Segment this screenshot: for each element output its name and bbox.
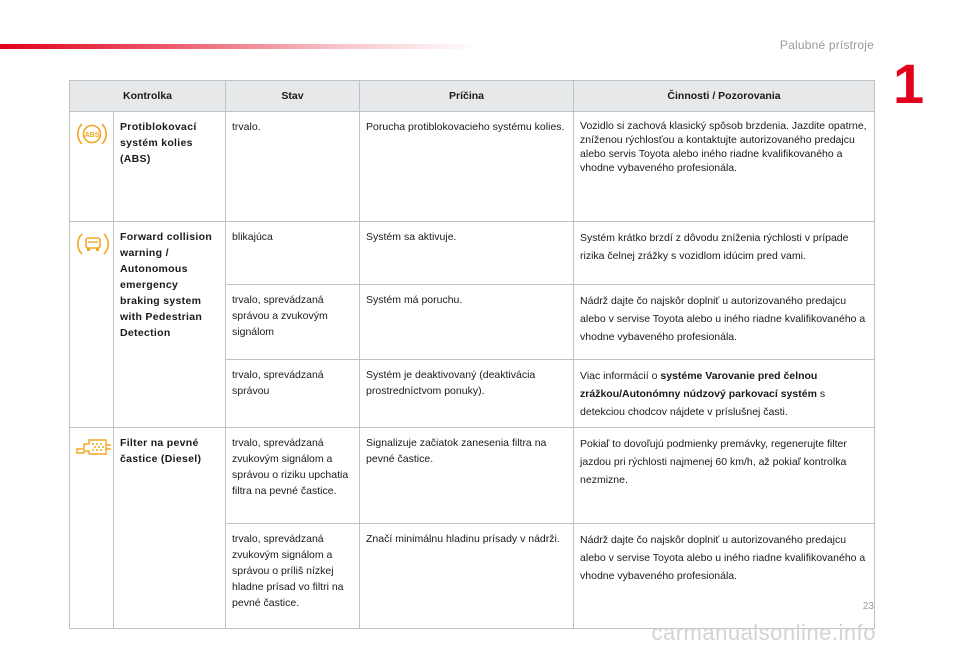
header-accent-bar <box>0 44 480 49</box>
cinnosti-cell: Viac informácií o systéme Varovanie pred čelnou zrážkou/Autonómny núdzový parkovací systém s detekciou chodcov nájdete v príslušnej časti. <box>574 360 875 428</box>
forward-collision-icon <box>76 229 110 264</box>
name-cell: Filter na pevné častice (Diesel) <box>114 428 226 629</box>
icon-cell <box>70 428 114 629</box>
warning-lights-table <box>69 80 875 629</box>
cinnosti-cell: Nádrž dajte čo najskôr doplniť u autorizovaného predajcu alebo v servise Toyota alebo u iného riadne kvalifikovaného a vhodne vybaveného profesionála. <box>574 285 875 360</box>
table-header-row <box>70 81 875 112</box>
name-cell: Forward collision warning / Autonomous emergency braking system with Pedestrian Detection <box>114 222 226 428</box>
stav-cell: trvalo, sprevádzaná správou <box>226 360 360 428</box>
pricina-cell: Signalizuje začiatok zanesenia filtra na pevné častice. <box>360 428 574 524</box>
name-cell: Protiblokovací systém kolies (ABS) <box>114 112 226 222</box>
icon-cell <box>70 222 114 428</box>
cinnosti-cell: Systém krátko brzdí z dôvodu zníženia rýchlosti v prípade rizika čelnej zrážky s vozidlom idúcim pred vami. <box>574 222 875 285</box>
pricina-cell: Systém je deaktivovaný (deaktivácia prostredníctvom ponuky). <box>360 360 574 428</box>
particle-filter-icon <box>76 435 112 464</box>
chapter-number: 1 <box>893 52 925 115</box>
header-stav: Stav <box>226 81 360 112</box>
header-pricina: Príčina <box>360 81 574 112</box>
header-cinnosti: Činnosti / Pozorovania <box>574 81 875 112</box>
watermark: carmanualsonline.info <box>651 620 876 645</box>
svg-text:ABS: ABS <box>84 132 100 139</box>
pricina-cell: Systém sa aktivuje. <box>360 222 574 285</box>
pricina-cell: Systém má poruchu. <box>360 285 574 360</box>
cinnosti-cell: Vozidlo si zachová klasický spôsob brzdenia. Jazdite opatrne, zníženou rýchlosťou a kontaktujte autorizovaného predajcu alebo servis Toyota alebo iného riadne kvalifikovaného a vhodne vybaveného profesionála. <box>574 112 875 222</box>
section-title: Palubné prístroje <box>779 38 874 52</box>
abs-warning-icon <box>76 119 108 154</box>
stav-cell: trvalo, sprevádzaná zvukovým signálom a správou o príliš nízkej hladne prísad vo filtri na pevné častice. <box>226 524 360 629</box>
stav-cell: trvalo. <box>226 112 360 222</box>
cinnosti-cell: Pokiaľ to dovoľujú podmienky premávky, regenerujte filter jazdou pri rýchlosti najmenej 60 km/h, až pokiaľ kontrolka nezmizne. <box>574 428 875 524</box>
stav-cell: trvalo, sprevádzaná správou a zvukovým signálom <box>226 285 360 360</box>
pricina-cell: Značí minimálnu hladinu prísady v nádrži. <box>360 524 574 629</box>
stav-cell: blikajúca <box>226 222 360 285</box>
table-row <box>70 428 875 524</box>
header-kontrolka: Kontrolka <box>70 81 226 112</box>
cinnosti-cell: Nádrž dajte čo najskôr doplniť u autorizovaného predajcu alebo v servise Toyota alebo u iného riadne kvalifikovaného a vhodne vybaveného profesionála. <box>574 524 875 629</box>
page-number: 23 <box>862 601 874 612</box>
stav-cell: trvalo, sprevádzaná zvukovým signálom a správou o riziku upchatia filtra na pevné častice. <box>226 428 360 524</box>
icon-cell <box>70 112 114 222</box>
pricina-cell: Porucha protiblokovacieho systému kolies. <box>360 112 574 222</box>
table-row <box>70 222 875 285</box>
table-row <box>70 112 875 222</box>
